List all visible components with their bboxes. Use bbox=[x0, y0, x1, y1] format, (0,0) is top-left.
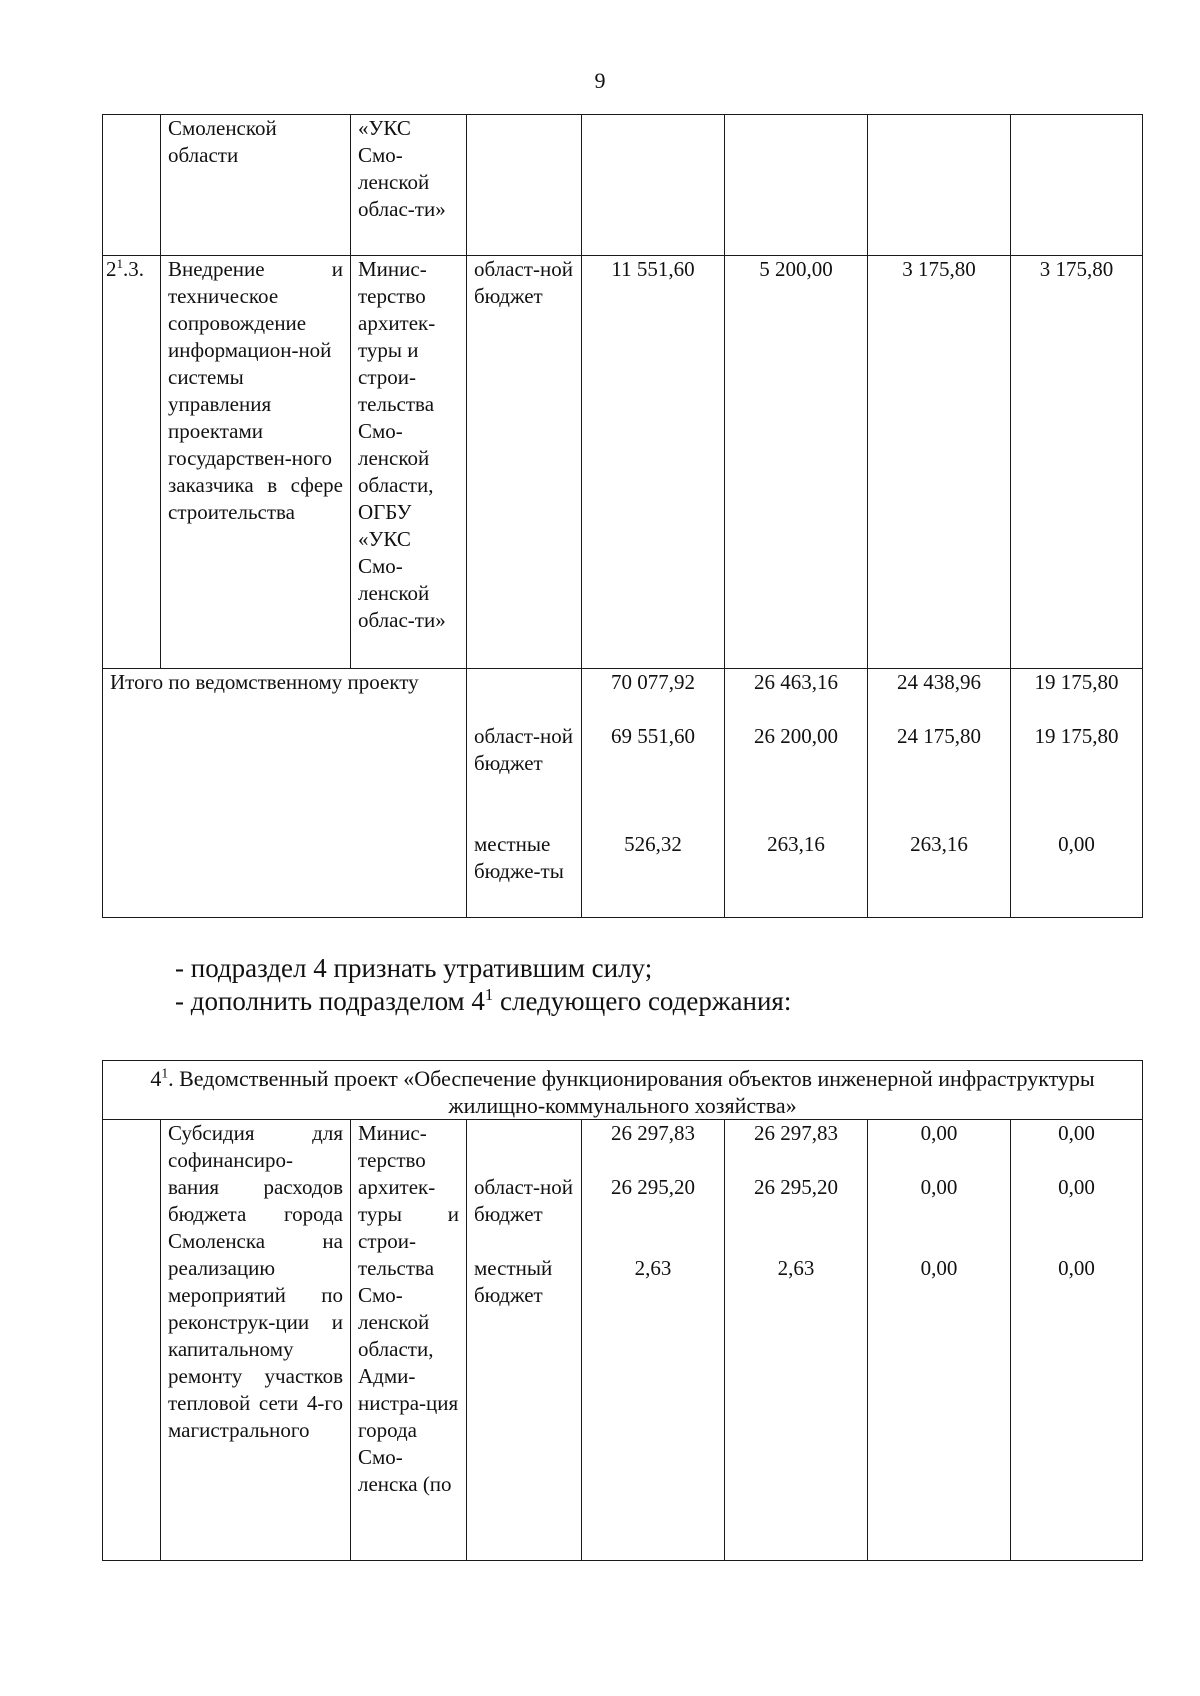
section-header: $4^1$. Ведомственный проект «Обеспечение функционирования объектов инженерной инфраструктуры жилищно-коммунального хозяйства» bbox=[103, 1061, 1143, 1120]
page-number: 9 bbox=[594, 68, 606, 93]
executor: «УКС Смо-ленской облас-ти» bbox=[351, 115, 467, 256]
amendment-line: - подраздел 4 признать утратившим силу; bbox=[175, 953, 653, 983]
row-number: $2^1.3$. bbox=[103, 256, 161, 669]
table-row-total bbox=[103, 669, 1143, 918]
table-row bbox=[103, 1120, 1143, 1561]
executor: Минис-терство архитек-туры и строи-тельства Смо-ленской области, Адми-нистра-ция города Смо-ленска (по bbox=[351, 1120, 467, 1561]
amount-year-3: 19 175,80 19 175,80 0,00 bbox=[1011, 669, 1143, 918]
budget-table-2 bbox=[102, 1060, 1143, 1561]
amount-total: 70 077,92 69 551,60 526,32 bbox=[582, 669, 725, 918]
funding-source: местные бюдже-ты bbox=[474, 832, 564, 883]
amount-year-2: 0,00 0,00 0,00 bbox=[868, 1120, 1011, 1561]
executor: Минис-терство архитек-туры и строи-тельства Смо-ленской области, ОГБУ «УКС Смо-ленской облас-ти» bbox=[351, 256, 467, 669]
table-row bbox=[103, 115, 1143, 256]
table-row bbox=[103, 256, 1143, 669]
amount-year-1: 5 200,00 bbox=[725, 256, 868, 669]
funding-source: област-ной бюджет bbox=[474, 724, 573, 775]
measure-name: Субсидия для софинансиро-вания расходов бюджета города Смоленска на реализацию мероприятий по реконструк-ции и капитальному ремонту участков тепловой сети 4-го магистрального bbox=[161, 1120, 351, 1561]
amount-year-2: 3 175,80 bbox=[868, 256, 1011, 669]
funding-source: област-ной бюджет bbox=[474, 1175, 573, 1226]
measure-name: Смоленской области bbox=[161, 115, 351, 256]
funding-source: местный бюджет bbox=[474, 1256, 553, 1307]
amount-year-1: 26 297,83 26 295,20 2,63 bbox=[725, 1120, 868, 1561]
amount-total: 11 551,60 bbox=[582, 256, 725, 669]
funding-sources bbox=[467, 669, 582, 918]
funding-sources bbox=[467, 1120, 582, 1561]
budget-table-1 bbox=[102, 114, 1143, 918]
amendment-line: - дополнить подразделом $4^1$ следующего содержания: bbox=[175, 985, 792, 1016]
total-label: Итого по ведомственному проекту bbox=[103, 669, 467, 918]
measure-name: Внедрение и техническое сопровождение информацион-ной системы управления проектами государствен-ного заказчика в сфере строительства bbox=[161, 256, 351, 669]
amount-year-3: 3 175,80 bbox=[1011, 256, 1143, 669]
amount-year-2: 24 438,96 24 175,80 263,16 bbox=[868, 669, 1011, 918]
section-header-row bbox=[103, 1061, 1143, 1120]
funding-source: област-ной бюджет bbox=[467, 256, 582, 669]
amount-total: 26 297,83 26 295,20 2,63 bbox=[582, 1120, 725, 1561]
amount-year-1: 26 463,16 26 200,00 263,16 bbox=[725, 669, 868, 918]
amount-year-3: 0,00 0,00 0,00 bbox=[1011, 1120, 1143, 1561]
amendment-text bbox=[175, 952, 791, 1018]
